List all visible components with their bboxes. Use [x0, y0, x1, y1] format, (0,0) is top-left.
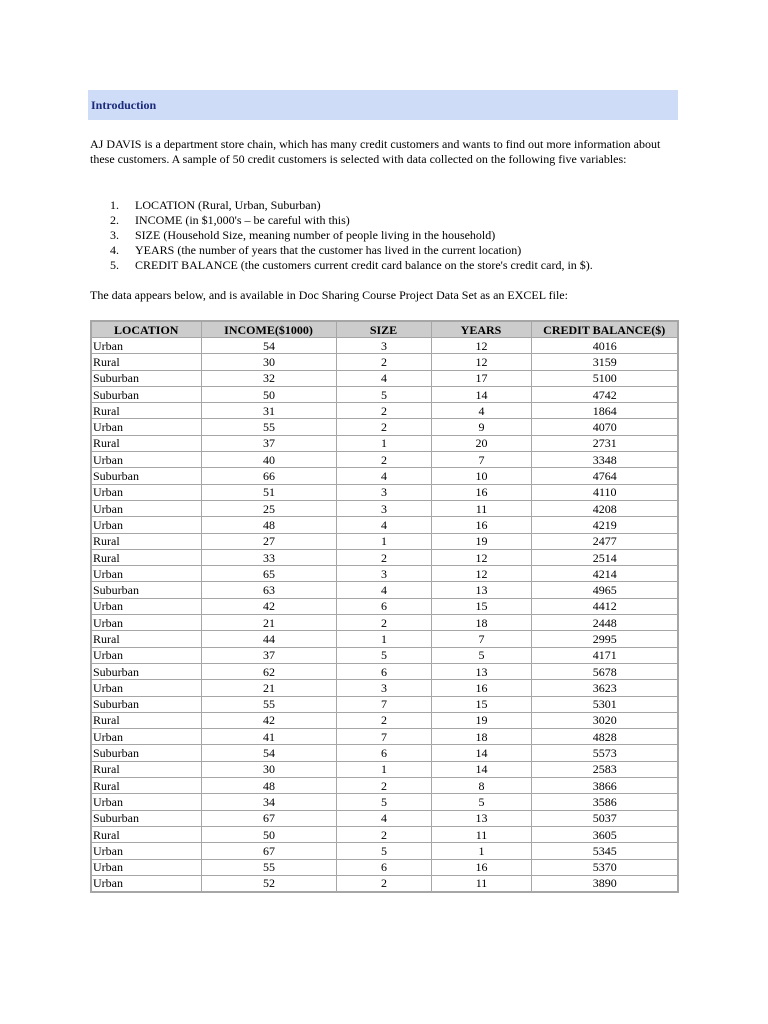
- cell-years: 16: [431, 859, 531, 875]
- table-row: [91, 566, 678, 582]
- cell-size: 2: [336, 826, 431, 842]
- list-item-number: 2.: [110, 213, 119, 227]
- table-row: [91, 598, 678, 614]
- cell-size: 1: [336, 533, 431, 549]
- cell-years: 14: [431, 745, 531, 761]
- cell-years: 19: [431, 712, 531, 728]
- cell-size: 6: [336, 745, 431, 761]
- cell-size: 5: [336, 386, 431, 402]
- cell-income: 50: [201, 826, 336, 842]
- table-row: [91, 419, 678, 435]
- cell-income: 40: [201, 452, 336, 468]
- cell-location: Suburban: [91, 696, 201, 712]
- table-row: [91, 875, 678, 892]
- cell-income: 67: [201, 810, 336, 826]
- cell-years: 13: [431, 582, 531, 598]
- cell-credit-balance: 5037: [531, 810, 678, 826]
- cell-size: 6: [336, 859, 431, 875]
- table-row: [91, 468, 678, 484]
- cell-location: Urban: [91, 680, 201, 696]
- cell-size: 2: [336, 549, 431, 565]
- variable-list: [110, 198, 593, 273]
- cell-location: Urban: [91, 615, 201, 631]
- cell-years: 16: [431, 484, 531, 500]
- list-item-text: CREDIT BALANCE (the customers current credit card balance on the store's credit card, in $).: [135, 258, 593, 272]
- cell-credit-balance: 4764: [531, 468, 678, 484]
- cell-location: Urban: [91, 500, 201, 516]
- cell-location: Rural: [91, 435, 201, 451]
- cell-credit-balance: 5573: [531, 745, 678, 761]
- cell-size: 2: [336, 615, 431, 631]
- cell-credit-balance: 3586: [531, 794, 678, 810]
- cell-credit-balance: 2583: [531, 761, 678, 777]
- list-item: [110, 228, 593, 243]
- table-row: [91, 680, 678, 696]
- cell-years: 11: [431, 875, 531, 892]
- cell-size: 7: [336, 729, 431, 745]
- list-item-text: INCOME (in $1,000's – be careful with this): [135, 213, 350, 227]
- cell-income: 34: [201, 794, 336, 810]
- cell-location: Rural: [91, 778, 201, 794]
- list-item-number: 1.: [110, 198, 119, 212]
- cell-income: 41: [201, 729, 336, 745]
- table-row: [91, 778, 678, 794]
- cell-size: 1: [336, 761, 431, 777]
- cell-credit-balance: 4412: [531, 598, 678, 614]
- cell-location: Rural: [91, 761, 201, 777]
- table-body: [91, 338, 678, 893]
- cell-location: Rural: [91, 354, 201, 370]
- cell-credit-balance: 4742: [531, 386, 678, 402]
- list-item-text: YEARS (the number of years that the customer has lived in the current location): [135, 243, 522, 257]
- cell-credit-balance: 4828: [531, 729, 678, 745]
- cell-location: Urban: [91, 484, 201, 500]
- cell-size: 3: [336, 484, 431, 500]
- cell-years: 15: [431, 696, 531, 712]
- cell-credit-balance: 4171: [531, 647, 678, 663]
- cell-size: 3: [336, 338, 431, 354]
- list-item-number: 3.: [110, 228, 119, 242]
- cell-years: 12: [431, 354, 531, 370]
- table-row: [91, 452, 678, 468]
- cell-credit-balance: 2514: [531, 549, 678, 565]
- cell-years: 11: [431, 826, 531, 842]
- cell-credit-balance: 4214: [531, 566, 678, 582]
- cell-income: 32: [201, 370, 336, 386]
- cell-size: 3: [336, 566, 431, 582]
- cell-location: Urban: [91, 566, 201, 582]
- cell-location: Suburban: [91, 745, 201, 761]
- cell-income: 42: [201, 598, 336, 614]
- cell-location: Urban: [91, 794, 201, 810]
- cell-location: Suburban: [91, 663, 201, 679]
- list-item-number: 4.: [110, 243, 119, 257]
- cell-location: Suburban: [91, 810, 201, 826]
- cell-income: 25: [201, 500, 336, 516]
- cell-income: 42: [201, 712, 336, 728]
- cell-credit-balance: 3159: [531, 354, 678, 370]
- cell-size: 4: [336, 582, 431, 598]
- table-row: [91, 729, 678, 745]
- cell-years: 10: [431, 468, 531, 484]
- cell-income: 52: [201, 875, 336, 892]
- table-row: [91, 500, 678, 516]
- cell-location: Urban: [91, 517, 201, 533]
- table-row: [91, 338, 678, 354]
- cell-size: 4: [336, 370, 431, 386]
- cell-income: 21: [201, 680, 336, 696]
- cell-income: 55: [201, 859, 336, 875]
- table-row: [91, 484, 678, 500]
- cell-location: Suburban: [91, 582, 201, 598]
- cell-years: 16: [431, 517, 531, 533]
- cell-credit-balance: 3605: [531, 826, 678, 842]
- cell-size: 2: [336, 875, 431, 892]
- cell-income: 66: [201, 468, 336, 484]
- cell-income: 21: [201, 615, 336, 631]
- cell-credit-balance: 4965: [531, 582, 678, 598]
- cell-credit-balance: 5301: [531, 696, 678, 712]
- cell-size: 2: [336, 403, 431, 419]
- cell-credit-balance: 3348: [531, 452, 678, 468]
- table-row: [91, 549, 678, 565]
- cell-size: 6: [336, 598, 431, 614]
- table-row: [91, 712, 678, 728]
- cell-years: 19: [431, 533, 531, 549]
- cell-income: 65: [201, 566, 336, 582]
- cell-credit-balance: 4110: [531, 484, 678, 500]
- cell-size: 3: [336, 680, 431, 696]
- cell-income: 44: [201, 631, 336, 647]
- cell-size: 2: [336, 419, 431, 435]
- table-row: [91, 696, 678, 712]
- cell-credit-balance: 4219: [531, 517, 678, 533]
- cell-years: 14: [431, 761, 531, 777]
- cell-location: Suburban: [91, 386, 201, 402]
- cell-income: 54: [201, 745, 336, 761]
- cell-size: 5: [336, 794, 431, 810]
- cell-credit-balance: 1864: [531, 403, 678, 419]
- cell-location: Urban: [91, 859, 201, 875]
- cell-location: Rural: [91, 549, 201, 565]
- table-row: [91, 517, 678, 533]
- cell-years: 9: [431, 419, 531, 435]
- table-row: [91, 435, 678, 451]
- cell-years: 12: [431, 338, 531, 354]
- cell-location: Urban: [91, 729, 201, 745]
- cell-credit-balance: 4208: [531, 500, 678, 516]
- cell-years: 12: [431, 566, 531, 582]
- list-item: [110, 198, 593, 213]
- cell-years: 7: [431, 452, 531, 468]
- table-row: [91, 403, 678, 419]
- cell-credit-balance: 3623: [531, 680, 678, 696]
- cell-income: 37: [201, 647, 336, 663]
- list-item-text: LOCATION (Rural, Urban, Suburban): [135, 198, 321, 212]
- cell-size: 2: [336, 778, 431, 794]
- cell-credit-balance: 4016: [531, 338, 678, 354]
- table-row: [91, 843, 678, 859]
- cell-size: 1: [336, 435, 431, 451]
- cell-size: 4: [336, 810, 431, 826]
- cell-location: Suburban: [91, 370, 201, 386]
- section-header-bar: [88, 90, 678, 120]
- header-size: SIZE: [336, 321, 431, 338]
- cell-location: Rural: [91, 403, 201, 419]
- list-item-text: SIZE (Household Size, meaning number of people living in the household): [135, 228, 496, 242]
- table-row: [91, 354, 678, 370]
- cell-income: 37: [201, 435, 336, 451]
- cell-years: 13: [431, 663, 531, 679]
- cell-credit-balance: 2995: [531, 631, 678, 647]
- cell-credit-balance: 2731: [531, 435, 678, 451]
- cell-size: 2: [336, 354, 431, 370]
- cell-years: 5: [431, 647, 531, 663]
- cell-location: Rural: [91, 712, 201, 728]
- cell-size: 5: [336, 647, 431, 663]
- cell-income: 30: [201, 761, 336, 777]
- cell-years: 15: [431, 598, 531, 614]
- table-row: [91, 810, 678, 826]
- cell-location: Rural: [91, 826, 201, 842]
- cell-size: 4: [336, 468, 431, 484]
- cell-income: 62: [201, 663, 336, 679]
- cell-credit-balance: 3020: [531, 712, 678, 728]
- table-row: [91, 631, 678, 647]
- section-title: Introduction: [91, 97, 157, 112]
- list-item: [110, 243, 593, 258]
- cell-credit-balance: 5345: [531, 843, 678, 859]
- cell-credit-balance: 5678: [531, 663, 678, 679]
- cell-income: 54: [201, 338, 336, 354]
- cell-years: 1: [431, 843, 531, 859]
- cell-credit-balance: 5100: [531, 370, 678, 386]
- cell-size: 7: [336, 696, 431, 712]
- table-row: [91, 826, 678, 842]
- table-row: [91, 647, 678, 663]
- cell-income: 67: [201, 843, 336, 859]
- cell-size: 1: [336, 631, 431, 647]
- cell-income: 27: [201, 533, 336, 549]
- list-item: [110, 213, 593, 228]
- cell-location: Urban: [91, 647, 201, 663]
- cell-income: 55: [201, 419, 336, 435]
- cell-size: 3: [336, 500, 431, 516]
- cell-location: Urban: [91, 875, 201, 892]
- cell-years: 7: [431, 631, 531, 647]
- header-credit-balance: CREDIT BALANCE($): [531, 321, 678, 338]
- data-note: The data appears below, and is available in Doc Sharing Course Project Data Set as an EXCEL file:: [90, 288, 568, 302]
- cell-years: 4: [431, 403, 531, 419]
- table-row: [91, 794, 678, 810]
- cell-location: Urban: [91, 843, 201, 859]
- cell-size: 4: [336, 517, 431, 533]
- cell-credit-balance: 3866: [531, 778, 678, 794]
- cell-location: Rural: [91, 533, 201, 549]
- cell-credit-balance: 3890: [531, 875, 678, 892]
- cell-location: Urban: [91, 419, 201, 435]
- cell-income: 48: [201, 778, 336, 794]
- cell-years: 8: [431, 778, 531, 794]
- table-row: [91, 582, 678, 598]
- cell-income: 31: [201, 403, 336, 419]
- header-years: YEARS: [431, 321, 531, 338]
- cell-credit-balance: 2477: [531, 533, 678, 549]
- table-row: [91, 370, 678, 386]
- table-row: [91, 761, 678, 777]
- cell-income: 51: [201, 484, 336, 500]
- table-row: [91, 663, 678, 679]
- cell-income: 48: [201, 517, 336, 533]
- cell-years: 18: [431, 615, 531, 631]
- cell-years: 20: [431, 435, 531, 451]
- cell-credit-balance: 4070: [531, 419, 678, 435]
- table-header-row: [91, 321, 678, 338]
- cell-location: Urban: [91, 598, 201, 614]
- cell-location: Suburban: [91, 468, 201, 484]
- cell-size: 6: [336, 663, 431, 679]
- cell-location: Urban: [91, 452, 201, 468]
- cell-location: Urban: [91, 338, 201, 354]
- table-row: [91, 386, 678, 402]
- cell-years: 17: [431, 370, 531, 386]
- cell-years: 18: [431, 729, 531, 745]
- cell-years: 16: [431, 680, 531, 696]
- cell-credit-balance: 2448: [531, 615, 678, 631]
- cell-income: 50: [201, 386, 336, 402]
- cell-years: 14: [431, 386, 531, 402]
- intro-paragraph: AJ DAVIS is a department store chain, which has many credit customers and wants to find out more information about these customers. A sample of 50 credit customers is selected with data collected on the following five variables:: [90, 137, 661, 166]
- table-row: [91, 533, 678, 549]
- cell-income: 33: [201, 549, 336, 565]
- cell-years: 13: [431, 810, 531, 826]
- table-row: [91, 745, 678, 761]
- cell-size: 2: [336, 712, 431, 728]
- list-item-number: 5.: [110, 258, 119, 272]
- header-location: LOCATION: [91, 321, 201, 338]
- cell-years: 5: [431, 794, 531, 810]
- cell-size: 5: [336, 843, 431, 859]
- cell-years: 11: [431, 500, 531, 516]
- cell-income: 63: [201, 582, 336, 598]
- cell-years: 12: [431, 549, 531, 565]
- cell-income: 55: [201, 696, 336, 712]
- cell-location: Rural: [91, 631, 201, 647]
- cell-size: 2: [336, 452, 431, 468]
- header-income: INCOME($1000): [201, 321, 336, 338]
- customer-data-table: [90, 320, 679, 893]
- cell-credit-balance: 5370: [531, 859, 678, 875]
- cell-income: 30: [201, 354, 336, 370]
- table-row: [91, 859, 678, 875]
- table-row: [91, 615, 678, 631]
- list-item: [110, 258, 593, 273]
